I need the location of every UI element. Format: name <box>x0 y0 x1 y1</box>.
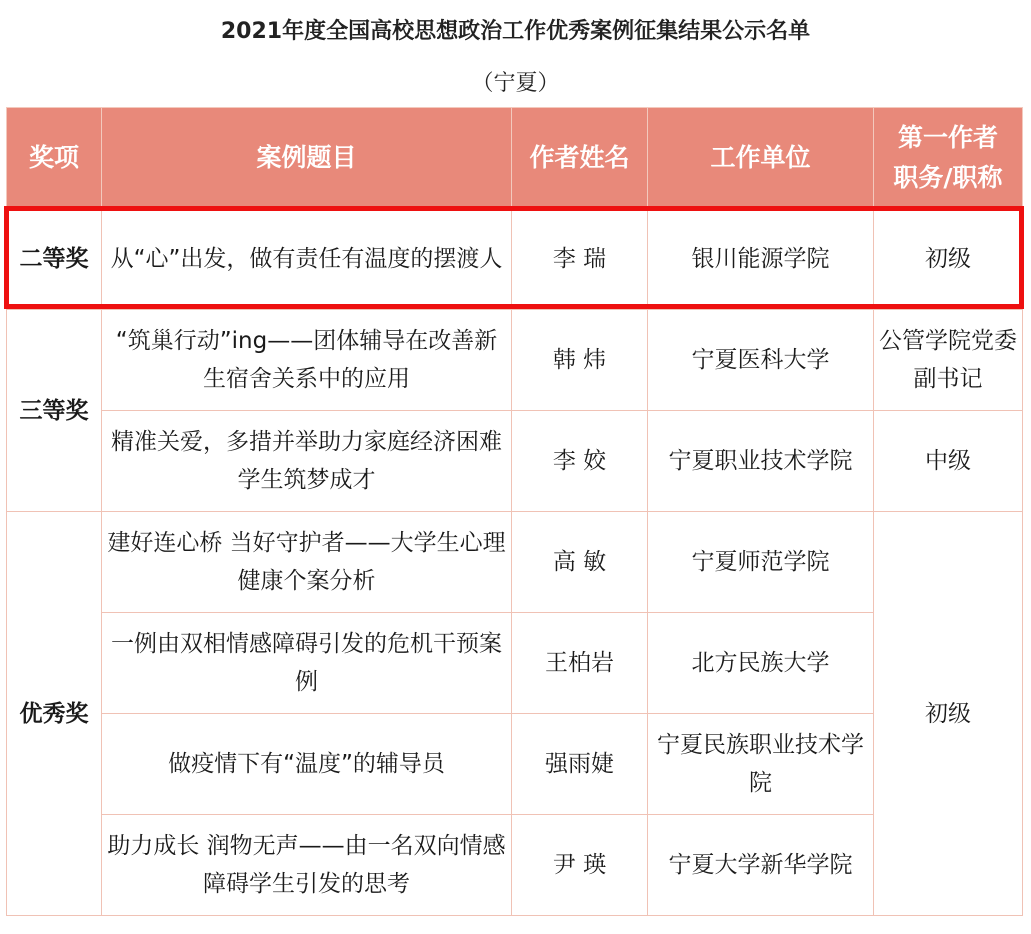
case-title-cell: “筑巢行动”ing——团体辅导在改善新生宿舍关系中的应用 <box>102 310 512 411</box>
unit-cell: 银川能源学院 <box>648 209 874 310</box>
unit-cell: 宁夏大学新华学院 <box>648 815 874 916</box>
award-third: 三等奖 <box>7 310 102 512</box>
awards-table <box>6 107 1023 916</box>
table-row <box>7 209 1023 310</box>
case-title-cell: 从“心”出发，做有责任有温度的摆渡人 <box>102 209 512 310</box>
unit-cell: 北方民族大学 <box>648 613 874 714</box>
header-award: 奖项 <box>7 108 102 209</box>
author-cell: 王柏岩 <box>512 613 648 714</box>
page-title: 2021年度全国高校思想政治工作优秀案例征集结果公示名单 <box>220 19 811 44</box>
case-title-cell: 做疫情下有“温度”的辅导员 <box>102 714 512 815</box>
author-cell: 尹 瑛 <box>512 815 648 916</box>
table-row <box>7 714 1023 815</box>
case-title-cell: 建好连心桥 当好守护者——大学生心理健康个案分析 <box>102 512 512 613</box>
table-row <box>7 613 1023 714</box>
author-cell: 强雨婕 <box>512 714 648 815</box>
table-row <box>7 512 1023 613</box>
case-title-cell: 助力成长 润物无声——由一名双向情感障碍学生引发的思考 <box>102 815 512 916</box>
author-cell: 李 瑞 <box>512 209 648 310</box>
position-cell: 中级 <box>874 411 1023 512</box>
author-cell: 韩 炜 <box>512 310 648 411</box>
position-cell-merged: 初级 <box>874 512 1023 916</box>
position-cell: 公管学院党委副书记 <box>874 310 1023 411</box>
case-title-cell: 一例由双相情感障碍引发的危机干预案例 <box>102 613 512 714</box>
author-cell: 李 姣 <box>512 411 648 512</box>
table-row <box>7 310 1023 411</box>
header-unit: 工作单位 <box>648 108 874 209</box>
award-excellent: 优秀奖 <box>7 512 102 916</box>
table-header-row <box>7 108 1023 209</box>
case-title-cell: 精准关爱，多措并举助力家庭经济困难学生筑梦成才 <box>102 411 512 512</box>
table-row <box>7 411 1023 512</box>
unit-cell: 宁夏医科大学 <box>648 310 874 411</box>
page-subtitle: （宁夏） <box>471 71 560 96</box>
header-position-line2: 职务/职称 <box>893 163 1003 192</box>
position-cell: 初级 <box>874 209 1023 310</box>
header-author: 作者姓名 <box>512 108 648 209</box>
unit-cell: 宁夏师范学院 <box>648 512 874 613</box>
unit-cell: 宁夏民族职业技术学院 <box>648 714 874 815</box>
header-position-line1: 第一作者 <box>897 123 998 152</box>
author-cell: 高 敏 <box>512 512 648 613</box>
award-second: 二等奖 <box>7 209 102 310</box>
table-row <box>7 815 1023 916</box>
header-position <box>874 108 1023 209</box>
header-case-title: 案例题目 <box>102 108 512 209</box>
unit-cell: 宁夏职业技术学院 <box>648 411 874 512</box>
